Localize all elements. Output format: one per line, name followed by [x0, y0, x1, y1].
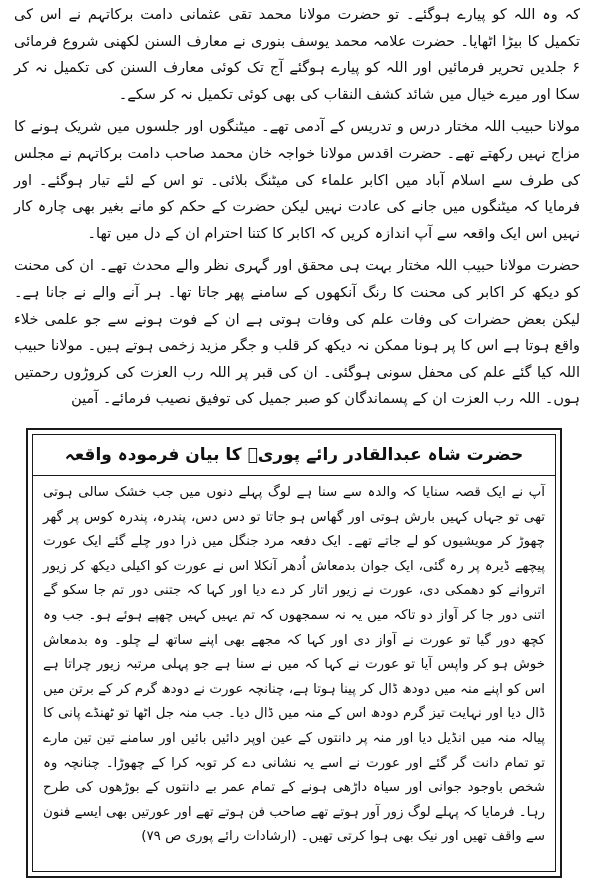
anecdote-body [43, 481, 545, 850]
intro-text [14, 2, 580, 413]
source-citation: (ارشادات رائے پوری ص ۷۹) [141, 829, 297, 845]
anecdote-box-inner-frame [32, 434, 556, 872]
anecdote-title: حضرت شاہ عبدالقادر رائے پوریؒ کا بیان فرمودہ واقعہ [33, 435, 555, 476]
anecdote-text: آپ نے ایک قصہ سنایا کہ والدہ سے سنا ہے لوگ پہلے دنوں میں جب خشک سالی ہوتی تھی تو جہاں کہیں بارش ہوتی اور گھاس ہو جاتا تو دس دس، پندرہ، پندرہ کوس پر گھر چھوڑ کر مویشیوں کو لے جاتے تھے۔ ایک دفعہ مرد جنگل میں ذرا دور چلے گئے ایک عورت پیچھے ڈیرہ پر رہ گئی، ایک جوان بدمعاش اُدھر آنکلا اس نے عورت کو اکیلی دیکھ کر زیور اتروانے کو دھمکی دی، عورت نے زیور اتار کر دے دیا اور کہا کہ جتنی دور تم جا سکو گے اتنی دور جا کر آواز دو تاکہ میں یہ نہ سمجھوں کہ تم یہیں کہیں چھپے ہوئے ہو۔ جب وہ کچھ دور گیا تو عورت نے آواز دی اور کہا کہ مجھے بھی اپنے ساتھ لے چلو۔ وہ بدمعاش خوش ہو کر واپس آیا تو عورت نے کہا کہ میں نے سنا ہے جو پہلی مرتبہ زیور چراتا ہے اس کو اپنے منہ میں دودھ ڈال کر پینا ہوتا ہے، چنانچہ عورت نے دودھ گرم کر کے برتن میں ڈال دیا اور نہایت تیز گرم دودھ اس کے منہ میں ڈال دیا۔ جب منہ جل اٹھا تو ٹھنڈے پانی کا پیالہ منہ میں انڈیل دیا اور منہ پر دانتوں کے عین اوپر دائیں بائیں اور سامنے تین تین مارے تو تمام دانت گر گئے اور عورت نے اسے یہ نشانی دے کر توبہ کرا کے چھوڑا۔ چنانچہ وہ شخص باوجود جوانی اور سیاہ داڑھی ہونے کے تمام عمر بے دانتوں کے بوڑھوں کی طرح رہا۔ فرمایا کہ پہلے لوگ زور آور ہوتے تھے صاحب فن ہوتے تھے اور عورتیں بھی ایسے فنون سے واقف تھیں اور نیک بھی ہوا کرتی تھیں۔ [43, 485, 545, 845]
anecdote-paragraph [43, 481, 545, 850]
paragraph: حضرت مولانا حبیب اللہ مختار بہت ہی محقق اور گہری نظر والے محدث تھے۔ ان کی محنت کو دیکھ کر اکابر کی محنت کا رنگ آنکھوں کے سامنے پھر جاتا تھا۔ ہر آنے والے نے جانا ہے۔ لیکن بعض حضرات کی وفات علم کی وفات ہوتی ہے ان کے فوت ہونے سے جو علمی خلاء واقع ہوتا ہے اس کا پر ہونا ممکن نہ دیکھ کر قلب و جگر مزید زخمی ہوتے ہیں۔ مولانا حبیب اللہ کیا گئے علم کی محفل سونی ہوگئی۔ ان کی قبر پر اللہ رب العزت کی کروڑوں رحمتیں ہوں۔ اللہ رب العزت ان کے پسماندگان کو صبر جمیل کی توفیق نصیب فرمائے۔ آمین [14, 258, 580, 408]
paragraph: کہ وہ اللہ کو پیارے ہوگئے۔ تو حضرت مولانا محمد تقی عثمانی دامت برکاتہم نے اس کی تکمیل کا بیڑا اٹھایا۔ حضرت علامہ محمد یوسف بنوری نے معارف السنن لکھنی شروع فرمائی ۶ جلدیں تحریر فرمائیں اور اللہ کو پیارے ہوگئے آج تک کوئی معارف السنن کی تکمیل نہ کر سکا اور میرے خیال میں شائد کشف النقاب کی بھی کوئی تکمیل نہ کر سکے۔ [14, 7, 580, 103]
anecdote-box [26, 428, 562, 878]
paragraph: مولانا حبیب اللہ مختار درس و تدریس کے آدمی تھے۔ میٹنگوں اور جلسوں میں شریک ہونے کا مزاج نہیں رکھتے تھے۔ حضرت اقدس مولانا خواجہ خان محمد صاحب دامت برکاتہم نے مجلس کی طرف سے اسلام آباد میں اکابر علماء کی میٹنگ بلائی۔ تو اس کے لئے تیار ہوگئے۔ اور فرمایا کہ میٹنگوں میں جانے کی عادت نہیں لیکن حضرت کے حکم کو مانے بغیر بھی چارہ کار نہیں اس ایک واقعہ سے آپ اندازہ کریں کہ اکابر کا کتنا احترام ان کے دل میں تھا۔ [14, 119, 580, 242]
